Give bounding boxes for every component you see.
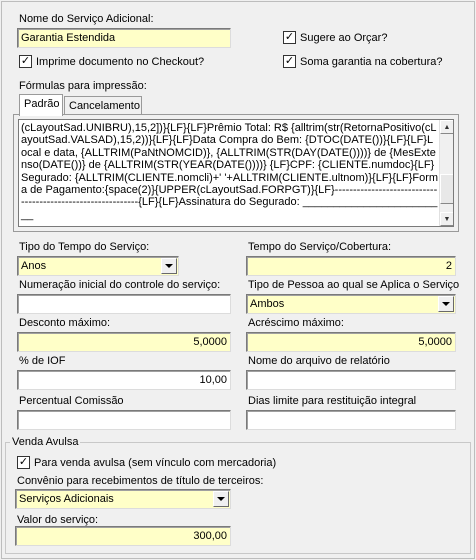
tipo-pessoa-label: Tipo de Pessoa ao qual se Aplica o Serviço: [248, 279, 460, 291]
tempo-input[interactable]: 2: [246, 256, 456, 276]
chevron-down-icon[interactable]: [438, 296, 454, 312]
dias-input[interactable]: [246, 410, 456, 430]
tab-cancelamento[interactable]: Cancelamento: [64, 96, 142, 116]
tipo-tempo-label: Tipo do Tempo do Serviço:: [19, 241, 150, 253]
convenio-label: Convênio para recebimentos de título de terceiros:: [17, 475, 264, 487]
desconto-input[interactable]: 5,0000: [17, 332, 231, 352]
check-icon: ✓: [284, 31, 295, 43]
venda-avulsa-checkbox[interactable]: [17, 456, 276, 469]
check-icon: ✓: [18, 456, 29, 468]
tipo-pessoa-select[interactable]: [246, 294, 456, 314]
arquivo-input[interactable]: [246, 370, 456, 390]
scroll-down-icon[interactable]: ▼: [440, 212, 454, 226]
acrescimo-input[interactable]: 5,0000: [246, 332, 456, 352]
formula-memo[interactable]: [18, 119, 454, 227]
formulas-label: Fórmulas para impressão:: [19, 80, 147, 92]
chevron-down-icon[interactable]: [213, 491, 229, 507]
iof-label: % de IOF: [19, 355, 66, 367]
tempo-label: Tempo do Serviço/Cobertura:: [248, 241, 392, 253]
scroll-thumb[interactable]: [440, 174, 454, 204]
check-icon: ✓: [284, 55, 295, 67]
numeracao-input[interactable]: [17, 294, 231, 314]
arquivo-label: Nome do arquivo de relatório: [248, 355, 390, 367]
formula-text: (cLayoutSad.UNIBRU),15,2])}{LF}{LF}Prêmio Total: R$ {alltrim(str(RetornaPositivo(cLayoutSad.VALSAD),15,2))}{LF}{LF}Data Compra do Bem: {DTOC(DATE())}{LF}{LF}Local e data, {ALLTRIM(PaNtNOMCID)}, {ALLTRIM(STR(DAY(DATE())))} de {MesExtenso(DATE())} de {ALLTRIM(STR(YEAR(DATE())))} {LF}CPF: {CLIENTE.numdoc}{LF}Segurado: {ALLTRIM(CLIENTE.nomcli)+' '+ALLTRIM(CLIENTE.ultnom)}{LF}{LF}Forma de Pagamento:{space(2)}{UPPER(cLayoutSad.FORPGT)}{LF}------------------------------------------------------------{LF}{LF}Assinatura do Segurado: ________________________: [21, 122, 439, 221]
imprime-checkout-label: Imprime documento no Checkout?: [36, 55, 205, 68]
convenio-select[interactable]: [15, 489, 231, 509]
iof-input[interactable]: 10,00: [17, 370, 231, 390]
convenio-value: Serviços Adicionais: [19, 493, 114, 505]
numeracao-label: Numeração inicial do controle do serviço:: [19, 279, 221, 291]
comissao-label: Percentual Comissão: [19, 395, 124, 407]
sugere-orcar-checkbox[interactable]: [283, 31, 387, 44]
desconto-label: Desconto máximo:: [19, 317, 111, 329]
tipo-tempo-select[interactable]: [17, 256, 179, 276]
venda-avulsa-label: Para venda avulsa (sem vínculo com mercadoria): [34, 456, 277, 469]
memo-scrollbar[interactable]: [439, 120, 453, 226]
valor-input[interactable]: 300,00: [15, 526, 231, 546]
soma-garantia-label: Soma garantia na cobertura?: [300, 55, 443, 68]
venda-avulsa-title: Venda Avulsa: [12, 436, 79, 448]
dias-label: Dias limite para restituição integral: [248, 395, 417, 407]
formulas-tab-panel: [13, 114, 459, 232]
check-icon: ✓: [20, 55, 31, 67]
imprime-checkout-checkbox[interactable]: [19, 55, 204, 68]
scroll-up-icon[interactable]: ▲: [440, 120, 454, 134]
tab-padrao[interactable]: Padrão: [19, 94, 63, 116]
comissao-input[interactable]: [17, 410, 231, 430]
acrescimo-label: Acréscimo máximo:: [248, 317, 344, 329]
soma-garantia-checkbox[interactable]: [283, 55, 442, 68]
valor-label: Valor do serviço:: [17, 514, 99, 526]
tipo-pessoa-value: Ambos: [250, 298, 285, 310]
sugere-orcar-label: Sugere ao Orçar?: [300, 31, 388, 44]
tipo-tempo-value: Anos: [21, 260, 47, 272]
nome-servico-input[interactable]: Garantia Estendida: [17, 28, 231, 48]
nome-label: Nome do Serviço Adicional:: [19, 13, 154, 25]
chevron-down-icon[interactable]: [161, 258, 177, 274]
